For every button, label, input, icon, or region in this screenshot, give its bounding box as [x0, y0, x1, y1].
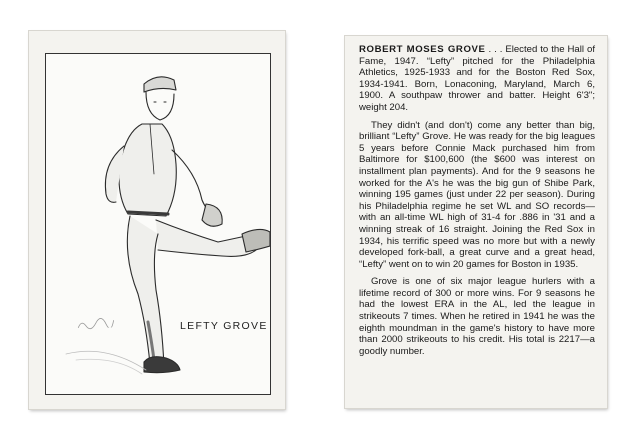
card-front	[29, 31, 285, 409]
player-name: ROBERT MOSES GROVE	[359, 44, 486, 55]
bio-intro-text: . . . Elected to the Hall of Fame, 1947. “Lefty” pitched for the Philadelphia Athletics, 1925-1933 and for the Boston Red Sox, 1934-1941. Born, Lonaconing, Maryland, March 6, 1900. A southpaw thrower and batter. Height 6'3"; weight 204.	[359, 44, 595, 113]
pitcher-illustration	[46, 54, 270, 394]
player-caption: LEFTY GROVE	[180, 320, 268, 332]
portrait-frame	[45, 53, 271, 395]
bio-intro	[359, 44, 595, 114]
bio-text	[359, 44, 595, 363]
bio-paragraph-2: They didn't (and don't) come any better than big, brilliant “Lefty” Grove. He was ready for the big leagues 5 years before Connie Mack purchased him from Baltimore for $100,600 (the $600 was interest on installment plan payments). And for the 9 seasons he worked for the A's he was the big gun of Shibe Park, winning 195 games (just under 22 per season). During his Philadelphia regime he set WL and SO records—with an all-time WL high of 31-4 for .886 in '31 and a winning streak of 16 straight. Joining the Red Sox in 1934, his terrific speed was no more but with a newly developed fork-ball, a great curve and a great head, “Lefty” went on to win 20 games for Boston in 1935.	[359, 119, 595, 270]
card-back	[345, 36, 607, 408]
bio-paragraph-3: Grove is one of six major league hurlers with a lifetime record of 300 or more wins. For 9 seasons he had the lowest ERA in the AL, led the league in strikeouts 7 times. When he retired in 1941 he was the eighth moundman in the game's history to have more than 2000 strikeouts to his credit. His total is 2217—a goodly number.	[359, 276, 595, 357]
